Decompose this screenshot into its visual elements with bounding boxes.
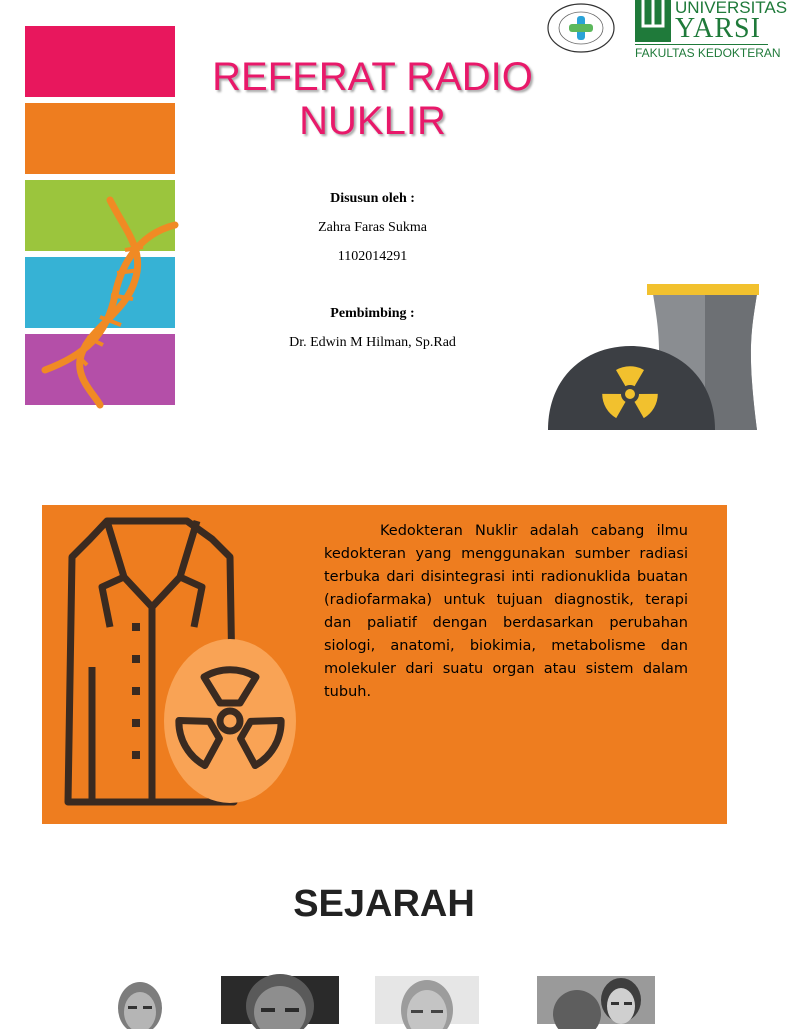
advisor-name: Dr. Edwin M Hilman, Sp.Rad xyxy=(289,335,456,350)
page-title: REFERAT RADIO NUKLIR xyxy=(212,55,533,143)
portrait-photo-3 xyxy=(375,976,479,1024)
yarsi-label: YARSI xyxy=(675,13,761,44)
author-name: Zahra Faras Sukma xyxy=(318,220,427,235)
stripe-pink xyxy=(25,26,175,97)
faculty-label: FAKULTAS KEDOKTERAN xyxy=(635,46,781,60)
portrait-photo-2 xyxy=(221,976,339,1024)
university-label: UNIVERSITAS xyxy=(675,0,787,17)
advisor-label: Pembimbing : xyxy=(330,306,415,321)
definition-text: Kedokteran Nuklir adalah cabang ilmu kedokteran yang menggunakan sumber radiasi terbuka dari disintegrasi inti radionuklida buatan (radiofarmaka) untuk tujuan diagnostik, terapi dan paliatif dengan berdasarkan perubahan siologi, anatomi, biokimia, metabolisme dan molekuler dari suatu organ atau sistem dalam tubuh. xyxy=(324,523,688,700)
stripe-orange xyxy=(25,103,175,174)
university-logo xyxy=(635,0,787,62)
logo-divider xyxy=(635,44,768,45)
portrait-photo-4 xyxy=(537,976,655,1024)
hospital-emblem-icon xyxy=(547,3,615,53)
yarsi-emblem-icon xyxy=(635,0,671,42)
radiation-badge-icon xyxy=(162,638,298,804)
author-label: Disusun oleh : xyxy=(330,191,415,206)
author-id: 1102014291 xyxy=(337,249,408,264)
nuclear-plant-icon xyxy=(545,282,768,432)
portrait-photo-1 xyxy=(112,976,168,1024)
dna-helix-icon xyxy=(25,195,185,410)
section-heading: SEJARAH xyxy=(293,883,475,925)
hospital-logo xyxy=(547,3,615,53)
